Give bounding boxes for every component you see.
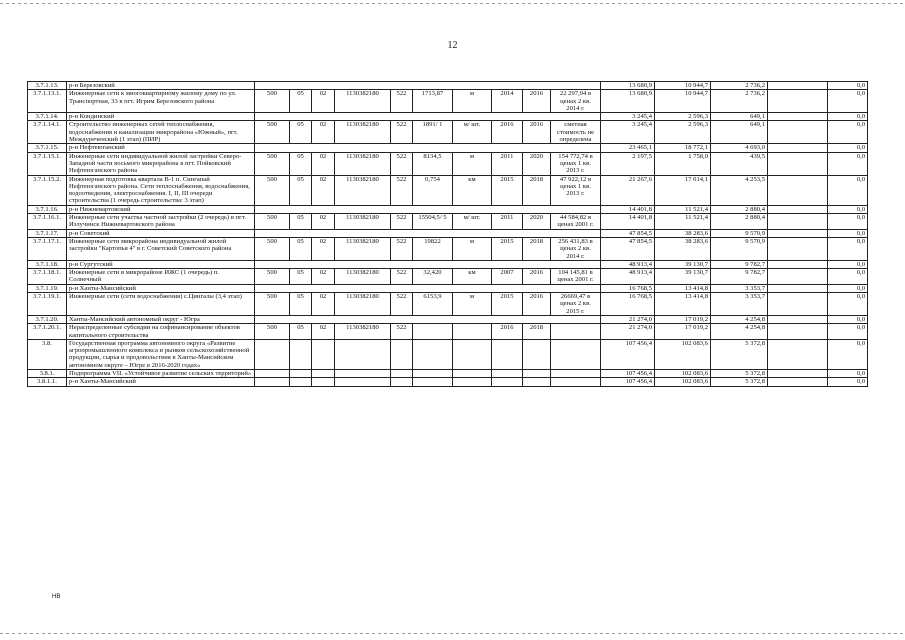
spacer: [768, 269, 828, 285]
end-year: [523, 339, 551, 369]
subsection-code: [312, 378, 335, 386]
blank-span: [255, 315, 601, 323]
district-name: р-н Сургутский: [67, 260, 255, 268]
local-budget: 4 253,5: [711, 175, 768, 205]
target-article: [335, 378, 391, 386]
grbs-code: 500: [255, 175, 290, 205]
local-budget: 4 254,8: [711, 315, 768, 323]
regional-budget: 102 083,6: [655, 339, 711, 369]
total-amount: 3 245,4: [601, 113, 655, 121]
target-article: 1130382180: [335, 152, 391, 175]
spacer: [768, 315, 828, 323]
district-name: р-н Ханты-Мансийский: [67, 284, 255, 292]
table-row: [28, 369, 868, 377]
spacer: [768, 237, 828, 260]
blank-span: [255, 205, 601, 213]
local-budget: 3 353,7: [711, 293, 768, 316]
district-name: р-н Березовский: [67, 82, 255, 90]
row-number: 3.7.1.17.: [28, 229, 67, 237]
object-name: р-н Ханты-Мансийский: [67, 378, 255, 386]
unit: м/ шт.: [453, 214, 492, 230]
regional-budget: 38 283,6: [655, 229, 711, 237]
end-year: 2016: [523, 90, 551, 113]
estimated-cost: [551, 378, 601, 386]
regional-budget: 17 019,2: [655, 315, 711, 323]
blank-span: [255, 229, 601, 237]
section-code: [290, 339, 312, 369]
local-budget: 9 782,7: [711, 269, 768, 285]
target-article: 1130382180: [335, 237, 391, 260]
unit: м/ шт.: [453, 121, 492, 144]
object-name: Инженерные сети участка частной застройки (2 очередь) в пгт. Излучинск Нижневартовского района: [67, 214, 255, 230]
subsection-code: 02: [312, 269, 335, 285]
row-number: 3.7.1.18.: [28, 260, 67, 268]
row-number: 3.7.1.17.1.: [28, 237, 67, 260]
end-year: 2020: [523, 214, 551, 230]
table-row: [28, 214, 868, 230]
estimated-cost: 26669,47 в ценах 2 кв. 2015 г.: [551, 293, 601, 316]
other-sources: 0,0: [828, 113, 868, 121]
section-code: 05: [290, 175, 312, 205]
target-article: 1130382180: [335, 269, 391, 285]
total-amount: 107 456,4: [601, 369, 655, 377]
object-name: Подпрограмма VII. «Устойчивое развитие сельских территорий»: [67, 369, 255, 377]
local-budget: 2 736,2: [711, 90, 768, 113]
subsection-code: [312, 369, 335, 377]
start-year: 2011: [492, 152, 523, 175]
table-body: [28, 82, 868, 387]
total-amount: 3 245,4: [601, 121, 655, 144]
local-budget: 649,1: [711, 121, 768, 144]
object-name: Инженерные сети в микрорайоне ИЖС (1 очередь) п. Солнечный: [67, 269, 255, 285]
row-number: 3.8.: [28, 339, 67, 369]
subtotal-row: [28, 144, 868, 152]
object-name: Инженерные сети к многоквартирному жилому дому по ул. Транспортная, 33 в пгт. Игрим Березовского района: [67, 90, 255, 113]
grbs-code: 500: [255, 237, 290, 260]
regional-budget: 2 596,3: [655, 113, 711, 121]
regional-budget: 2 596,3: [655, 121, 711, 144]
subsection-code: 02: [312, 324, 335, 340]
unit: [453, 378, 492, 386]
section-code: 05: [290, 293, 312, 316]
table-row: [28, 121, 868, 144]
subsection-code: 02: [312, 121, 335, 144]
regional-budget: 11 521,4: [655, 205, 711, 213]
table-row: [28, 90, 868, 113]
regional-budget: 17 019,2: [655, 324, 711, 340]
other-sources: 0,0: [828, 152, 868, 175]
other-sources: 0,0: [828, 237, 868, 260]
unit: м: [453, 90, 492, 113]
row-number: 3.7.1.14.: [28, 113, 67, 121]
row-number: 3.7.1.19.: [28, 284, 67, 292]
regional-budget: 1 758,0: [655, 152, 711, 175]
object-name: Строительство инженерных сетей теплоснабжения, водоснабжения и канализации микрорайона «Южный», пгт. Междуреченский (1 этап) (ПИР): [67, 121, 255, 144]
row-number: 3.7.1.20.1.: [28, 324, 67, 340]
row-number: 3.7.1.15.: [28, 144, 67, 152]
spacer: [768, 229, 828, 237]
section-code: 05: [290, 90, 312, 113]
regional-budget: 39 130,7: [655, 269, 711, 285]
target-article: 1130382180: [335, 90, 391, 113]
other-sources: 0,0: [828, 369, 868, 377]
subsection-code: 02: [312, 237, 335, 260]
other-sources: 0,0: [828, 121, 868, 144]
spacer: [768, 82, 828, 90]
subtotal-row: [28, 113, 868, 121]
section-code: [290, 378, 312, 386]
local-budget: 649,1: [711, 113, 768, 121]
spacer: [768, 284, 828, 292]
regional-budget: 39 130,7: [655, 260, 711, 268]
regional-budget: 18 772,1: [655, 144, 711, 152]
budget-table: [27, 81, 868, 387]
object-name: Инженерные сети микрорайона индивидуальной жилой застройки "Картопья 4" в г. Советский Советского района: [67, 237, 255, 260]
grbs-code: 500: [255, 152, 290, 175]
total-amount: 14 401,8: [601, 214, 655, 230]
subsection-code: 02: [312, 214, 335, 230]
regional-budget: 13 414,8: [655, 293, 711, 316]
local-budget: 2 736,2: [711, 82, 768, 90]
total-amount: 47 854,5: [601, 237, 655, 260]
total-amount: 21 274,0: [601, 315, 655, 323]
total-amount: 21 267,6: [601, 175, 655, 205]
row-number: 3.7.1.13.: [28, 82, 67, 90]
local-budget: 2 880,4: [711, 214, 768, 230]
expense-type: 522: [391, 90, 413, 113]
other-sources: 0,0: [828, 260, 868, 268]
object-name: Инженерные сети (сети водоснабжения) с.Цингалы (3,4 этап): [67, 293, 255, 316]
expense-type: 522: [391, 269, 413, 285]
spacer: [768, 214, 828, 230]
other-sources: 0,0: [828, 378, 868, 386]
estimated-cost: 104 145,81 в ценах 2001 г.: [551, 269, 601, 285]
section-code: 05: [290, 152, 312, 175]
total-amount: 48 913,4: [601, 260, 655, 268]
capacity: 0,754: [413, 175, 453, 205]
estimated-cost: 154 772,74 в ценах 1 кв. 2013 г.: [551, 152, 601, 175]
spacer: [768, 90, 828, 113]
end-year: 2016: [523, 293, 551, 316]
footer-mark: НВ: [52, 594, 61, 600]
capacity: 1713,87: [413, 90, 453, 113]
expense-type: 522: [391, 237, 413, 260]
total-amount: 23 465,1: [601, 144, 655, 152]
spacer: [768, 144, 828, 152]
table-row: [28, 293, 868, 316]
row-number: 3.7.1.15.1.: [28, 152, 67, 175]
expense-type: 522: [391, 152, 413, 175]
target-article: 1130382180: [335, 121, 391, 144]
expense-type: 522: [391, 324, 413, 340]
unit: м: [453, 293, 492, 316]
subtotal-row: [28, 205, 868, 213]
row-number: 3.7.1.15.2.: [28, 175, 67, 205]
subtotal-row: [28, 284, 868, 292]
unit: км: [453, 175, 492, 205]
subsection-code: 02: [312, 152, 335, 175]
total-amount: 16 768,5: [601, 284, 655, 292]
subsection-code: [312, 339, 335, 369]
start-year: 2016: [492, 324, 523, 340]
subtotal-row: [28, 229, 868, 237]
local-budget: 4 693,0: [711, 144, 768, 152]
end-year: [523, 378, 551, 386]
end-year: 2018: [523, 175, 551, 205]
total-amount: 107 456,4: [601, 378, 655, 386]
subtotal-row: [28, 315, 868, 323]
table-row: [28, 175, 868, 205]
start-year: 2015: [492, 175, 523, 205]
object-name: Нераспределенные субсидии на софинансирование объектов капитального строительства: [67, 324, 255, 340]
subsection-code: 02: [312, 175, 335, 205]
end-year: 2018: [523, 324, 551, 340]
capacity: 19822: [413, 237, 453, 260]
other-sources: 0,0: [828, 229, 868, 237]
object-name: Государственная программа автономного округа «Развитие агропромышленного комплекса и рынков сельскохозяйственной продукции, сырья и продовольствия в Ханты-Мансийском автономном округе – Югре в 2016-2020 годах»: [67, 339, 255, 369]
scan-edge-bottom: [0, 633, 905, 634]
start-year: 2015: [492, 237, 523, 260]
total-amount: 13 680,9: [601, 82, 655, 90]
blank-span: [255, 144, 601, 152]
capacity: 32,420: [413, 269, 453, 285]
end-year: 2018: [523, 237, 551, 260]
row-number: 3.8.1.1.: [28, 378, 67, 386]
other-sources: 0,0: [828, 205, 868, 213]
table-row: [28, 324, 868, 340]
blank-span: [255, 82, 601, 90]
section-code: 05: [290, 214, 312, 230]
expense-type: [391, 339, 413, 369]
regional-budget: 102 083,6: [655, 378, 711, 386]
capacity: [413, 324, 453, 340]
table-row: [28, 237, 868, 260]
unit: км: [453, 269, 492, 285]
spacer: [768, 152, 828, 175]
other-sources: 0,0: [828, 175, 868, 205]
target-article: [335, 339, 391, 369]
local-budget: 439,5: [711, 152, 768, 175]
spacer: [768, 175, 828, 205]
estimated-cost: [551, 339, 601, 369]
blank-span: [255, 260, 601, 268]
local-budget: 5 372,8: [711, 339, 768, 369]
start-year: 2014: [492, 90, 523, 113]
start-year: [492, 369, 523, 377]
other-sources: 0,0: [828, 324, 868, 340]
start-year: 2011: [492, 214, 523, 230]
object-name: Инженерные сети индивидуальной жилой застройки Северо-Западной части восьмого микрорайона в пгт. Пойковский Нефтеюганского района: [67, 152, 255, 175]
other-sources: 0,0: [828, 269, 868, 285]
total-amount: 14 401,8: [601, 205, 655, 213]
capacity: [413, 378, 453, 386]
spacer: [768, 260, 828, 268]
spacer: [768, 205, 828, 213]
spacer: [768, 113, 828, 121]
estimated-cost: [551, 369, 601, 377]
other-sources: 0,0: [828, 90, 868, 113]
section-code: 05: [290, 121, 312, 144]
grbs-code: 500: [255, 90, 290, 113]
start-year: [492, 339, 523, 369]
local-budget: 9 782,7: [711, 260, 768, 268]
total-amount: 13 680,9: [601, 90, 655, 113]
district-name: р-н Нижневартовский: [67, 205, 255, 213]
spacer: [768, 293, 828, 316]
total-amount: 2 197,5: [601, 152, 655, 175]
unit: м: [453, 237, 492, 260]
capacity: 6153,9: [413, 293, 453, 316]
spacer: [768, 121, 828, 144]
regional-budget: 10 944,7: [655, 82, 711, 90]
estimated-cost: 22 297,94 в ценах 2 кв. 2014 г.: [551, 90, 601, 113]
target-article: [335, 369, 391, 377]
spacer: [768, 339, 828, 369]
estimated-cost: [551, 324, 601, 340]
total-amount: 47 854,5: [601, 229, 655, 237]
other-sources: 0,0: [828, 315, 868, 323]
page-number: 12: [447, 40, 458, 51]
row-number: 3.7.1.14.1.: [28, 121, 67, 144]
total-amount: 16 768,5: [601, 293, 655, 316]
district-name: р-н Кондинский: [67, 113, 255, 121]
grbs-code: [255, 378, 290, 386]
subsection-code: 02: [312, 293, 335, 316]
local-budget: 9 570,9: [711, 229, 768, 237]
unit: [453, 369, 492, 377]
start-year: [492, 378, 523, 386]
local-budget: 4 254,8: [711, 324, 768, 340]
end-year: [523, 369, 551, 377]
capacity: 8134,5: [413, 152, 453, 175]
estimated-cost: сметная стоимость не определена: [551, 121, 601, 144]
spacer: [768, 369, 828, 377]
expense-type: 522: [391, 175, 413, 205]
district-name: Ханты-Мансийский автономный округ - Югра: [67, 315, 255, 323]
capacity: [413, 369, 453, 377]
row-number: 3.7.1.13.1.: [28, 90, 67, 113]
subtotal-row: [28, 260, 868, 268]
blank-span: [255, 284, 601, 292]
estimated-cost: 47 922,12 в ценах 1 кв. 2013 г.: [551, 175, 601, 205]
subsection-code: 02: [312, 90, 335, 113]
local-budget: 5 372,8: [711, 369, 768, 377]
section-code: 05: [290, 237, 312, 260]
grbs-code: 500: [255, 269, 290, 285]
subtotal-row: [28, 82, 868, 90]
expense-type: 522: [391, 293, 413, 316]
section-code: 05: [290, 269, 312, 285]
district-name: р-н Советский: [67, 229, 255, 237]
other-sources: 0,0: [828, 144, 868, 152]
grbs-code: 500: [255, 293, 290, 316]
start-year: 2016: [492, 121, 523, 144]
capacity: 15504,5/ 5: [413, 214, 453, 230]
other-sources: 0,0: [828, 82, 868, 90]
expense-type: [391, 378, 413, 386]
row-number: 3.7.1.20.: [28, 315, 67, 323]
total-amount: 48 913,4: [601, 269, 655, 285]
other-sources: 0,0: [828, 214, 868, 230]
local-budget: 9 570,9: [711, 237, 768, 260]
section-code: [290, 369, 312, 377]
total-amount: 107 456,4: [601, 339, 655, 369]
regional-budget: 11 521,4: [655, 214, 711, 230]
district-name: р-н Нефтеюганский: [67, 144, 255, 152]
row-number: 3.7.1.16.1.: [28, 214, 67, 230]
estimated-cost: 44 584,82 в ценах 2001 г.: [551, 214, 601, 230]
start-year: 2007: [492, 269, 523, 285]
grbs-code: [255, 339, 290, 369]
unit: [453, 324, 492, 340]
unit: [453, 339, 492, 369]
regional-budget: 13 414,8: [655, 284, 711, 292]
target-article: 1130382180: [335, 175, 391, 205]
table-row: [28, 378, 868, 386]
expense-type: 522: [391, 121, 413, 144]
scan-edge-top: [0, 3, 905, 4]
target-article: 1130382180: [335, 214, 391, 230]
total-amount: 21 274,0: [601, 324, 655, 340]
start-year: 2015: [492, 293, 523, 316]
other-sources: 0,0: [828, 339, 868, 369]
end-year: 2016: [523, 269, 551, 285]
table-row: [28, 339, 868, 369]
section-code: 05: [290, 324, 312, 340]
unit: м: [453, 152, 492, 175]
regional-budget: 38 283,6: [655, 237, 711, 260]
regional-budget: 10 944,7: [655, 90, 711, 113]
other-sources: 0,0: [828, 284, 868, 292]
table-row: [28, 269, 868, 285]
grbs-code: 500: [255, 324, 290, 340]
end-year: 2016: [523, 121, 551, 144]
object-name: Инженерная подготовка квартала В-1 п. Сингапай Нефтеюганского района. Сети теплоснабжения, водоснабжения, водоотведения, электроснабжения. I, II, III очереди строительства (1 очередь строительства: 3 этап): [67, 175, 255, 205]
expense-type: 522: [391, 214, 413, 230]
regional-budget: 17 014,1: [655, 175, 711, 205]
grbs-code: [255, 369, 290, 377]
spacer: [768, 324, 828, 340]
blank-span: [255, 113, 601, 121]
row-number: 3.8.1.: [28, 369, 67, 377]
row-number: 3.7.1.16.: [28, 205, 67, 213]
estimated-cost: 256 431,83 в ценах 2 кв. 2014 г.: [551, 237, 601, 260]
other-sources: 0,0: [828, 293, 868, 316]
regional-budget: 102 083,6: [655, 369, 711, 377]
grbs-code: 500: [255, 121, 290, 144]
expense-type: [391, 369, 413, 377]
spacer: [768, 378, 828, 386]
end-year: 2020: [523, 152, 551, 175]
local-budget: 3 353,7: [711, 284, 768, 292]
capacity: 1891/ 1: [413, 121, 453, 144]
row-number: 3.7.1.18.1.: [28, 269, 67, 285]
capacity: [413, 339, 453, 369]
local-budget: 2 880,4: [711, 205, 768, 213]
table-row: [28, 152, 868, 175]
row-number: 3.7.1.19.1.: [28, 293, 67, 316]
target-article: 1130382180: [335, 293, 391, 316]
local-budget: 5 372,8: [711, 378, 768, 386]
target-article: 1130382180: [335, 324, 391, 340]
grbs-code: 500: [255, 214, 290, 230]
